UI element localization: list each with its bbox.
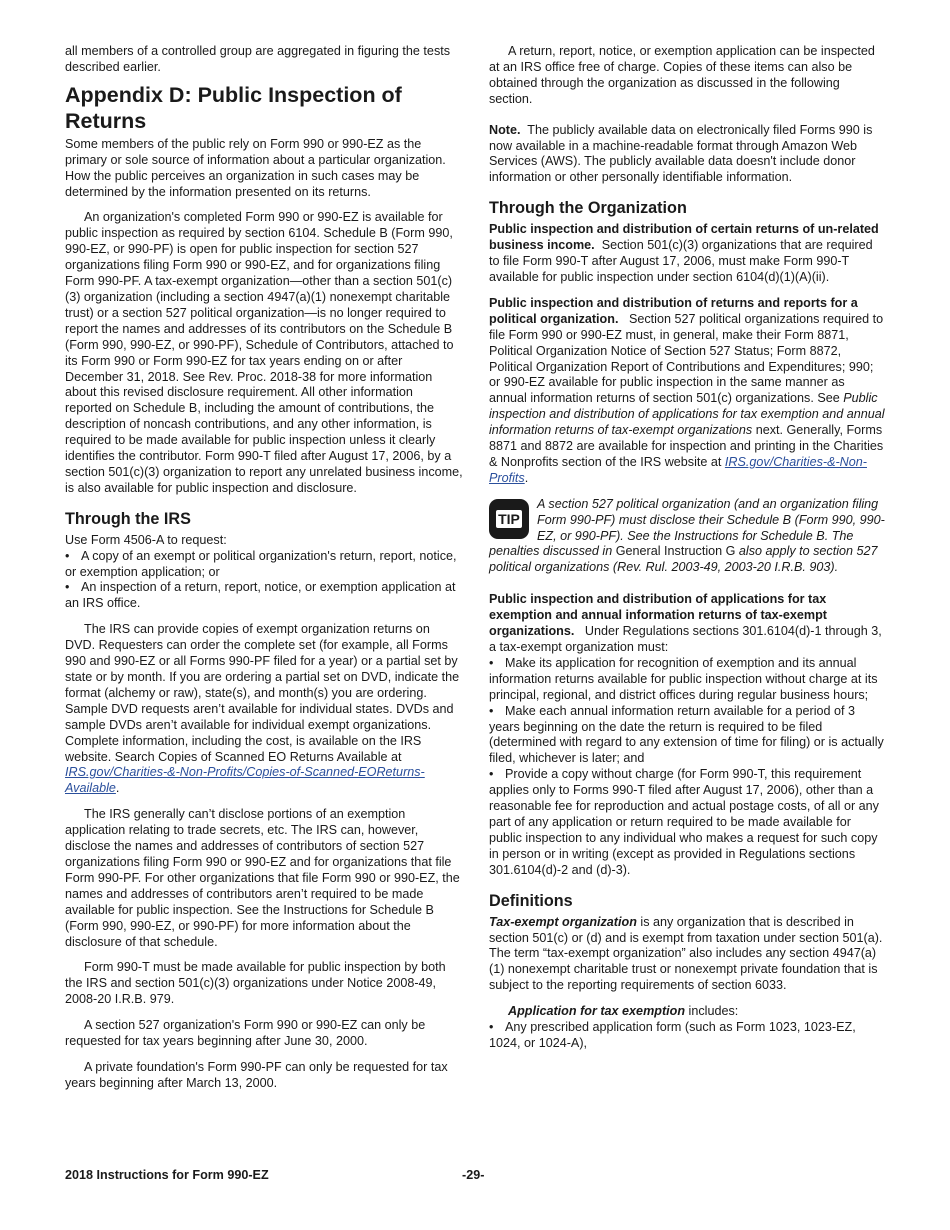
bullet-item: • Make its application for recognition of exemption and its annual information returns available for public inspection without charge at its principal, regional, and district offices during regular business hours; <box>489 655 878 702</box>
tip-icon: TIP <box>489 499 529 539</box>
paragraph: Form 990-T must be made available for public inspection by both the IRS and section 501(c)(3) organizations under Notice 2008-49, 2008-20 I.R.B. 979. <box>65 960 446 1007</box>
bullet-item: • A copy of an exempt or political organization's return, report, notice, or exemption application; or <box>65 548 457 579</box>
section-heading-organization: Through the Organization <box>489 199 687 218</box>
scanned-eo-returns-link[interactable]: IRS.gov/Charities-&-Non-Profits/Copies-of-Scanned-EOReturns-Available <box>65 765 425 796</box>
paragraph: Some members of the public rely on Form 990 or 990-EZ as the primary or sole source of information about a particular organization. How the public perceives an organization in such cases may be determined by the information presented on its returns. <box>65 136 446 199</box>
page-number: -29- <box>462 1168 485 1182</box>
paragraph: A section 527 organization's Form 990 or 990-EZ can only be requested for tax years beginning after June 30, 2000. <box>65 1018 426 1049</box>
footer-title: 2018 Instructions for Form 990-EZ <box>65 1168 269 1182</box>
tip-box <box>489 497 885 577</box>
paragraph: A return, report, notice, or exemption application can be inspected at an IRS office free of charge. Copies of these items can also be obtained through the organization as discussed in the following section. <box>489 44 875 106</box>
tip-text: A section 527 political organization (and an organization filing Form 990-PF) must disclose their Schedule B (Form 990, 990-EZ, or 990-PF). See the Instructions for Schedule B. The penalties discussed in General Instruction G also apply to section 527 political organizations (Rev. Rul. 2003-49, 2003-20 I.R.B. 903). <box>489 496 885 575</box>
bullet-icon: • <box>489 767 494 782</box>
paragraph: An organization's completed Form 990 or 990-EZ is available for public inspection as required by section 6104. Schedule B (Form 990, 990-EZ, or 990-PF) is open for public inspection for section 527 organizations filing Form 990 or 990-EZ, and for organizations filing Form 990-PF. A tax-exempt organization—other than a section 501(c)(3) organization (including a section 4947(a)(1) nonexempt charitable trust) or a section 527 political organization—is no longer required to report the names and addresses of its contributors on the Schedule B (Form 990, 990-EZ, or 990-PF), Schedule of Contributors, attached to its Form 990 or Form 990-EZ for tax years ending on or after December 31, 2018. See Rev. Proc. 2018-38 for more information about this revised disclosure requirement. All other information reported on Schedule B, including the amount of contributions, the description of noncash contributions, and any other information, is required to be made available for public inspection unless it clearly identifies the contributor. Form 990-T filed after August 17, 2006, by a section 501(c)(3) organization to report any unrelated business income, is also available for public inspection and disclosure. <box>65 210 463 495</box>
bullet-item: • Any prescribed application form (such as Form 1023, 1023-EZ, 1024, or 1024-A), <box>489 1020 856 1050</box>
definition-paragraph: Application for tax exemption includes: <box>508 1004 739 1019</box>
paragraph: Public inspection and distribution of returns and reports for a political organization. Section 527 political organizations required to file Form 990 or 990-EZ must, in general, make their Form 8871, Political Organization Notice of Section 527 Status; Form 8872, Political Organization Report of Contributions and Expenditures; 990; or 990-EZ available for public inspection in the same manner as annual information returns of section 501(c) organizations. See Public inspection and distribution of applications for tax exemption and annual information returns of tax-exempt organizations next. Generally, Forms 8871 and 8872 are available for inspection and printing in the Charities & Nonprofits section of the IRS website at IRS.gov/Charities-&-Non-Profits. <box>489 295 885 485</box>
paragraph: The IRS generally can’t disclose portions of an exemption application relating to trade secrets, etc. The IRS can, however, disclose the names and addresses of contributors of section 527 organizations filing Form 990 or 990-EZ and for organizations that file Form 990-PF. For other organizations that file Form 990 or 990-EZ, the names and addresses of contributors aren’t required to be made available for public inspection. See the Instructions for Schedule B (Form 990, 990-EZ, or 990-PF) for more information about the disclosure of that schedule. <box>65 807 460 949</box>
paragraph: A private foundation's Form 990-PF can only be requested for tax years beginning after March 13, 2000. <box>65 1059 448 1090</box>
bullet-icon: • <box>489 655 494 670</box>
charities-nonprofits-link[interactable]: IRS.gov/Charities-&-Non-Profits <box>489 454 867 485</box>
bullet-item: • An inspection of a return, report, notice, or exemption application at an IRS office. <box>65 580 456 611</box>
bullet-icon: • <box>489 703 494 718</box>
bullet-icon: • <box>489 1020 494 1035</box>
paragraph: Public inspection and distribution of applications for tax exemption and annual information returns of tax-exempt organizations. Under Regulations sections 301.6104(d)-1 through 3, a tax-exempt organization must: <box>489 592 882 654</box>
paragraph: The IRS can provide copies of exempt organization returns on DVD. Requesters can order the complete set (for example, all Forms 990 and 990-EZ or all Forms 990-PF filed for a year) or a partial set by state or by month. If you are ordering a partial set on DVD, indicate the format (alchemy or raw), state(s), and month(s) you are ordering. Sample DVD requests aren’t available for individual states. DVDs and sample DVDs aren’t available for individual exempt organizations. Complete information, including the cost, is available on the IRS website. Search Copies of Scanned EO Returns Available at IRS.gov/Charities-&-Non-Profits/Copies-of-Scanned-EOReturns-Available. <box>65 622 460 796</box>
bullet-icon: • <box>65 548 70 563</box>
right-column <box>489 44 885 1052</box>
bullet-item: • Make each annual information return available for a period of 3 years beginning on the date the return is required to be filed (determined with regard to any extension of time for filing) or is actually filed, whichever is later; and <box>489 703 884 766</box>
note-label: Note. <box>489 122 521 137</box>
section-heading-irs: Through the IRS <box>65 509 191 528</box>
left-column <box>65 44 463 1092</box>
paragraph: Public inspection and distribution of certain returns of un-related business income. Section 501(c)(3) organizations that are required to file Form 990-T after August 17, 2006, must make Form 990-T available for public inspection under section 6104(d)(1)(A)(ii). <box>489 222 879 284</box>
definition-paragraph: Tax-exempt organization is any organization that is described in section 501(c) or (d) and is exempt from taxation under section 501(a). The term “tax-exempt organization” also includes any section 4947(a)(1) nonexempt charitable trust or nonexempt private foundation that is subject to the reporting requirements of section 6033. <box>489 914 883 993</box>
bullet-icon: • <box>65 580 70 595</box>
note-paragraph: Note. The publicly available data on electronically filed Forms 990 is now available in a machine-readable format through Amazon Web Services (AWS). The publicly available data doesn't include donor information or other personally identifiable information. <box>489 122 873 185</box>
appendix-title: Appendix D: Public Inspection of Returns <box>65 82 402 133</box>
paragraph: Use Form 4506-A to request: <box>65 532 227 547</box>
section-heading-definitions: Definitions <box>489 891 573 910</box>
intro-text: all members of a controlled group are aggregated in figuring the tests described earlier. <box>65 44 451 74</box>
bullet-item: • Provide a copy without charge (for Form 990-T, this requirement applies only to Forms 990-T filed after August 17, 2006), other than a reasonable fee for reproduction and actual postage costs, of all or any part of any application or return required to be made available for public inspection to any individual who makes a request for such copy in person or in writing (except as provided in Regulations sections 301.6104(d)-2 and (d)-3). <box>489 767 879 877</box>
